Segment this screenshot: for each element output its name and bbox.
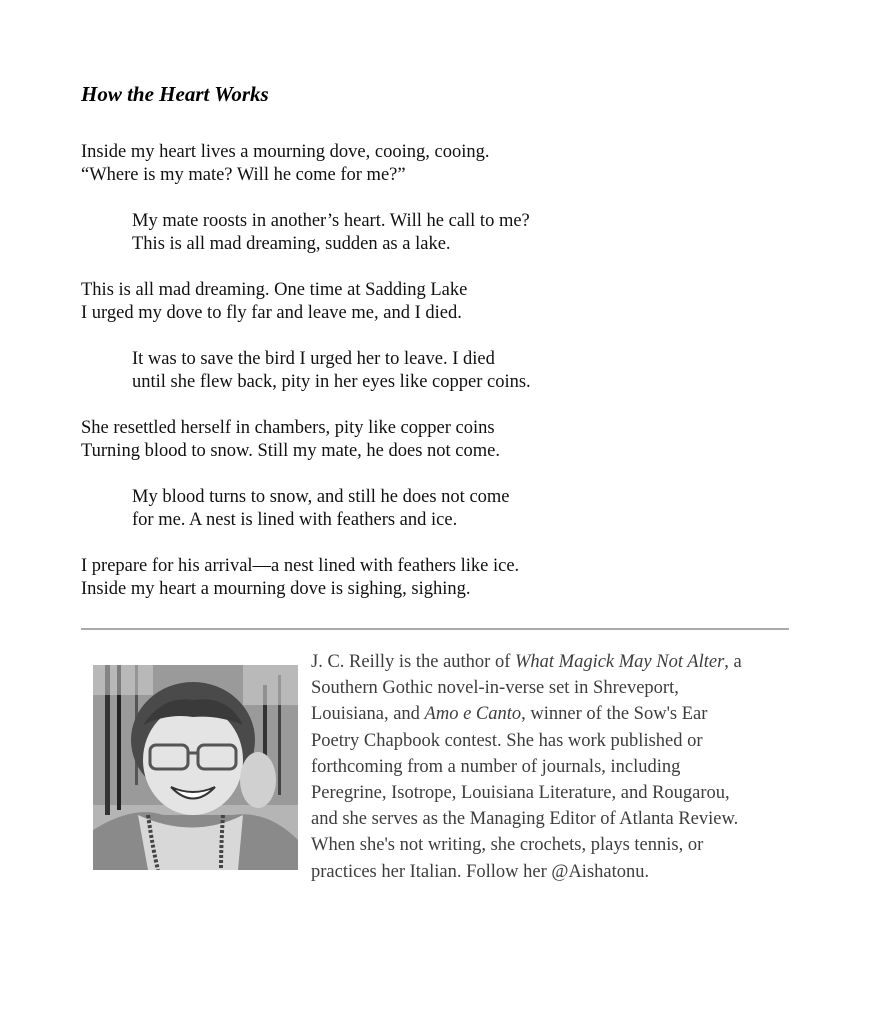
bio-line: forthcoming from a number of journals, including (311, 756, 681, 777)
stanza-2 (81, 210, 801, 256)
author-photo (93, 665, 298, 870)
bio-line: practices her Italian. Follow her @Aishatonu. (311, 861, 650, 882)
stanza-4 (81, 348, 801, 394)
book-title: What Magick May Not Alter (515, 652, 725, 672)
poem-line: for me. A nest is lined with feathers and ice. (132, 510, 458, 530)
bio-line: and she serves as the Managing Editor of Atlanta Review. (311, 809, 739, 830)
poem-line: Inside my heart lives a mourning dove, cooing, cooing. (81, 142, 490, 162)
book-title: Amo e Canto (424, 704, 522, 725)
poem-line: I prepare for his arrival—a nest lined with feathers like ice. (81, 556, 520, 576)
stanza-5 (81, 417, 801, 463)
poem-title: How the Heart Works (81, 82, 269, 106)
poem-line: until she flew back, pity in her eyes like copper coins. (132, 372, 531, 392)
stanza-6 (81, 486, 801, 532)
poem-line: Inside my heart a mourning dove is sighing, sighing. (81, 579, 471, 599)
bio-line: Poetry Chapbook contest. She has work published or (311, 730, 703, 751)
stanza-1 (81, 141, 801, 187)
poem-line: My blood turns to snow, and still he does not come (132, 487, 510, 507)
bio-line: J. C. Reilly is the author of What Magick May Not Alter, a (311, 652, 742, 672)
poem-line: This is all mad dreaming. One time at Sadding Lake (81, 280, 468, 300)
poem-body (81, 141, 801, 624)
poem-line: “Where is my mate? Will he come for me?” (81, 165, 406, 185)
poem-line: Turning blood to snow. Still my mate, he does not come. (81, 441, 500, 461)
stanza-7 (81, 555, 801, 601)
poem-line: She resettled herself in chambers, pity like copper coins (81, 418, 495, 438)
bio-line: Louisiana, and Amo e Canto, winner of the Sow's Ear (311, 704, 708, 725)
poem-line: This is all mad dreaming, sudden as a lake. (132, 234, 451, 254)
bio-line: When she's not writing, she crochets, plays tennis, or (311, 835, 704, 856)
bio-line: Peregrine, Isotrope, Louisiana Literature, and Rougarou, (311, 783, 730, 804)
poem-line: My mate roosts in another’s heart. Will he call to me? (132, 211, 530, 231)
bio-line: Southern Gothic novel-in-verse set in Shreveport, (311, 678, 679, 699)
poem-line: I urged my dove to fly far and leave me, and I died. (81, 303, 462, 323)
author-bio (311, 649, 789, 885)
author-portrait-image (93, 665, 298, 870)
poem-line: It was to save the bird I urged her to leave. I died (132, 349, 495, 369)
section-divider (81, 628, 789, 630)
stanza-3 (81, 279, 801, 325)
